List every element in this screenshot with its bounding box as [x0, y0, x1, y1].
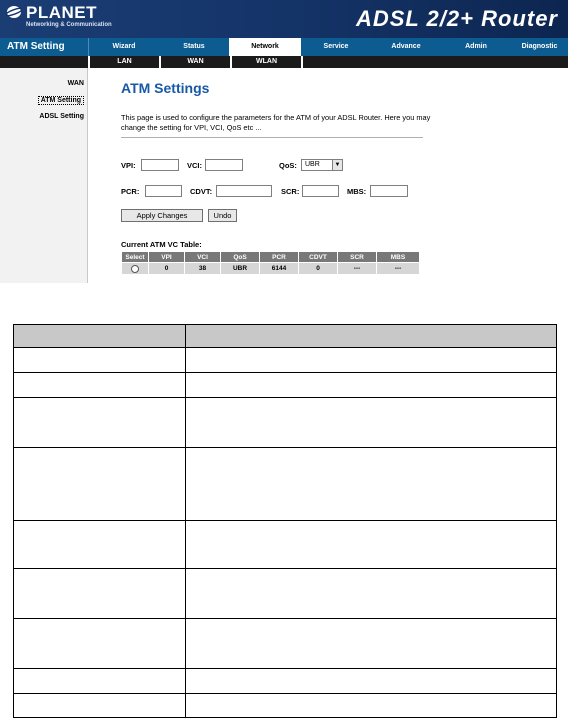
- pcr-input[interactable]: [145, 185, 182, 197]
- brand-name: PLANET: [26, 3, 97, 22]
- mbs-input[interactable]: [370, 185, 408, 197]
- subnav-divider: [301, 56, 303, 68]
- table-cell: [186, 448, 557, 521]
- qos-select[interactable]: [301, 159, 343, 171]
- param-header-object: [14, 325, 186, 348]
- table-cell: [14, 398, 186, 448]
- table-cell: [186, 348, 557, 373]
- atm-vc-table: [121, 251, 420, 275]
- qos-label: QoS:: [279, 161, 297, 170]
- vc-table-caption: Current ATM VC Table:: [121, 240, 202, 249]
- col-header-vpi: VPI: [149, 252, 185, 263]
- table-cell: [14, 448, 186, 521]
- page-description: This page is used to configure the parameters for the ATM of your ADSL Router. Here you may change the setting for VPI, VCI, QoS etc ...: [121, 113, 431, 132]
- table-cell: [14, 373, 186, 398]
- vpi-label: VPI:: [121, 161, 136, 170]
- undo-button[interactable]: Undo: [208, 209, 237, 222]
- subtab-wan[interactable]: WAN: [187, 58, 204, 65]
- vpi-input[interactable]: [141, 159, 179, 171]
- mbs-label: MBS:: [347, 187, 367, 196]
- page-title: ATM Settings: [121, 80, 210, 96]
- table-cell: [186, 569, 557, 619]
- qos-selected-value: UBR: [305, 161, 320, 168]
- table-row: [14, 569, 557, 619]
- tab-service[interactable]: Service: [323, 43, 349, 50]
- divider: [121, 137, 423, 138]
- table-row: [14, 398, 557, 448]
- tab-network[interactable]: Network: [229, 38, 301, 56]
- sidebar-item-atm-setting[interactable]: ATM Setting: [38, 96, 84, 105]
- section-title: ATM Setting: [7, 41, 65, 52]
- planet-logo-icon: [6, 5, 22, 19]
- table-cell: [14, 694, 186, 718]
- pcr-label: PCR:: [121, 187, 140, 196]
- product-title: ADSL 2/2+ Router: [355, 6, 558, 31]
- sidebar-item-adsl-setting[interactable]: ADSL Setting: [39, 113, 84, 120]
- col-header-qos: QoS: [221, 252, 260, 263]
- cell-pcr: 6144: [260, 263, 299, 275]
- cdvt-label: CDVT:: [190, 187, 213, 196]
- cell-mbs: ---: [377, 263, 420, 275]
- table-cell: [14, 619, 186, 669]
- table-cell: [186, 669, 557, 694]
- table-row: [14, 448, 557, 521]
- apply-changes-button[interactable]: Apply Changes: [121, 209, 203, 222]
- param-header-description: [186, 325, 557, 348]
- cell-vci: 38: [185, 263, 221, 275]
- tab-admin[interactable]: Admin: [465, 43, 487, 50]
- table-cell: [186, 619, 557, 669]
- cell-scr: ---: [338, 263, 377, 275]
- tab-status[interactable]: Status: [183, 43, 205, 50]
- col-header-vci: VCI: [185, 252, 221, 263]
- subtab-lan[interactable]: LAN: [117, 58, 132, 65]
- parameter-table: [13, 324, 557, 718]
- row-select-cell: [122, 263, 149, 275]
- table-row: [14, 619, 557, 669]
- table-row: [14, 694, 557, 718]
- cell-cdvt: 0: [299, 263, 338, 275]
- sidebar-item-wan[interactable]: WAN: [67, 80, 84, 87]
- table-cell: [186, 521, 557, 569]
- table-cell: [14, 669, 186, 694]
- table-row: [14, 348, 557, 373]
- table-cell: [186, 398, 557, 448]
- cell-vpi: 0: [149, 263, 185, 275]
- cell-qos: UBR: [221, 263, 260, 275]
- col-header-scr: SCR: [338, 252, 377, 263]
- table-row: [14, 373, 557, 398]
- col-header-mbs: MBS: [377, 252, 420, 263]
- table-cell: [14, 521, 186, 569]
- table-header-row: [122, 252, 420, 263]
- cdvt-input[interactable]: [216, 185, 272, 197]
- tab-wizard[interactable]: Wizard: [112, 43, 136, 50]
- subtab-wlan[interactable]: WLAN: [256, 58, 277, 65]
- select-radio[interactable]: [131, 265, 139, 273]
- table-header-row: [14, 325, 557, 348]
- table-cell: [14, 569, 186, 619]
- scr-input[interactable]: [302, 185, 339, 197]
- col-header-cdvt: CDVT: [299, 252, 338, 263]
- chevron-down-icon[interactable]: ▼: [332, 160, 342, 170]
- tab-diagnostic[interactable]: Diagnostic: [521, 43, 558, 50]
- tab-advance[interactable]: Advance: [391, 43, 421, 50]
- table-cell: [186, 373, 557, 398]
- vci-input[interactable]: [205, 159, 243, 171]
- table-row: [14, 521, 557, 569]
- scr-label: SCR:: [281, 187, 300, 196]
- col-header-select: Select: [122, 252, 149, 263]
- vci-label: VCI:: [187, 161, 202, 170]
- table-row: [122, 263, 420, 275]
- table-cell: [14, 348, 186, 373]
- table-row: [14, 669, 557, 694]
- col-header-pcr: PCR: [260, 252, 299, 263]
- table-cell: [186, 694, 557, 718]
- brand-tagline: Networking & Communication: [26, 22, 112, 28]
